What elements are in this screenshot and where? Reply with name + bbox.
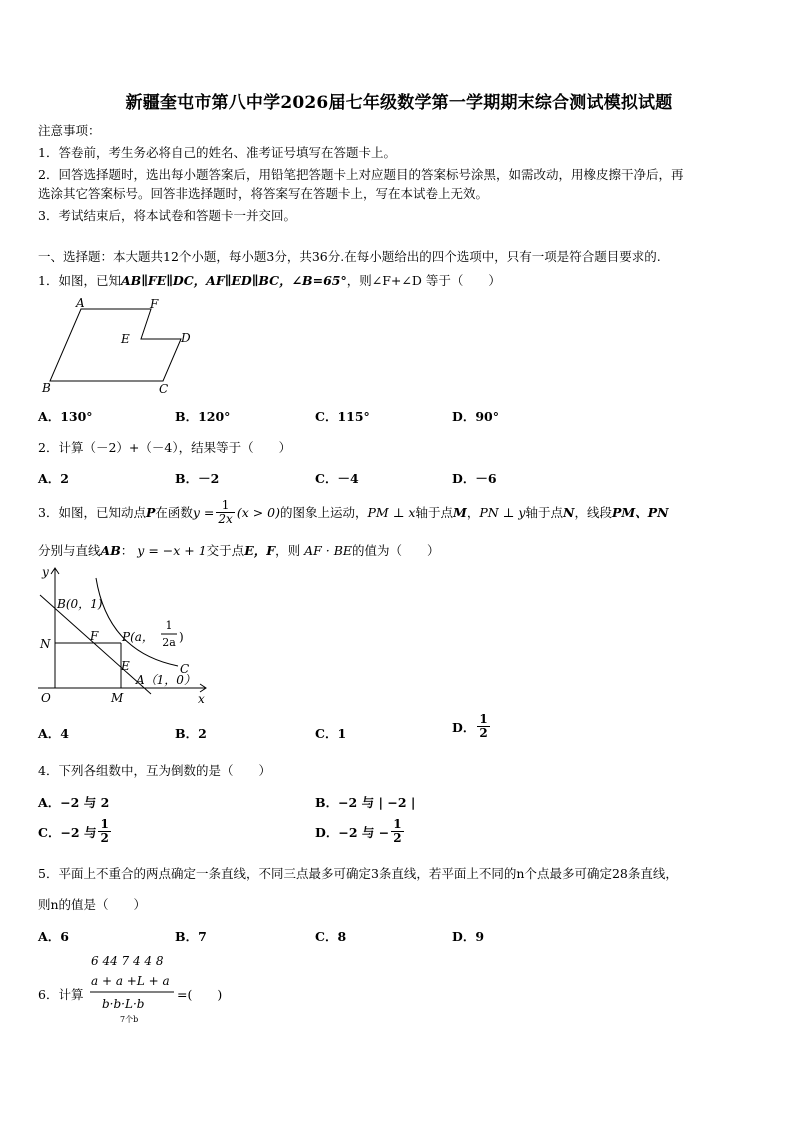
q2-option-b: B．－2 [175,471,220,486]
notice-item-3: 3．考试结束后，将本试卷和答题卡一并交回。 [38,208,296,223]
q1-option-c: C．115° [315,409,370,424]
question-3-stem-line1: 3．如图，已知动点 P 在函数 y = $\frac{1}{2x}$ (x > 0) 的图象上运动， PM ⊥ x 轴于点 M ， PN ⊥ y 轴于点 N ，线段 PM、PN [38,497,669,526]
origin-label: O [41,691,51,705]
parallelogram-figure [38,296,208,400]
q6-denominator: b·b·L·b [102,997,145,1011]
question-1-stem: 1．如图，已知AB∥FE∥DC，AF∥ED∥BC，∠B=65°，则∠F+∠D 等于（ ） [38,273,501,288]
q6-numerator: a + a +L + a [91,974,170,988]
question-6-suffix: =( ) [177,987,223,1002]
q5-option-a: A．6 [38,929,69,944]
label-E: E [121,332,130,346]
point-A-label: A（1，0） [136,673,196,687]
q5-option-c: C．8 [315,929,347,944]
question-6-prefix: 6．计算 [38,987,84,1002]
label-B: B [42,381,51,395]
question-4-stem: 4．下列各组数中，互为倒数的是（ ） [38,763,271,778]
question-2-stem: 2．计算（－2）+（－4），结果等于（ ） [38,440,292,455]
point-M-label: M [111,691,124,705]
question-3-stem-line2: 分别与直线AB： y = −x + 1交于点E，F，则 AF · BE的值为（ ） [38,543,440,558]
label-D: D [181,331,191,345]
notice-heading: 注意事项： [38,123,101,138]
section-heading: 一、选择题：本大题共12个小题，每小题3分，共36分.在每小题给出的四个选项中，只有一项是符合题目要求的. [38,249,661,264]
q1-option-a: A．130° [38,409,93,424]
point-P-num: 1 [165,619,173,632]
page-title: 新疆奎屯市第八中学2026届七年级数学第一学期期末综合测试模拟试题 [125,93,673,113]
hyperbola-figure [38,562,218,710]
q4-option-a: A．−2 与 2 [38,795,110,810]
point-F-label: F [90,629,99,643]
q5-option-b: B．7 [175,929,207,944]
q6-underbrace-label: 7个b [120,1015,139,1024]
label-C: C [159,382,169,396]
label-A: A [76,296,85,310]
q4-option-c: C．−2 与 $\frac{1}{2}$ [38,817,109,845]
q1-option-b: B．120° [175,409,231,424]
q3-func-fraction: $\frac{1}{2x}$ [218,497,233,526]
axis-x-label: x [198,692,205,706]
q3-func-y: y = [192,504,215,520]
point-P-den: 2a [162,636,176,649]
q5-option-d: D．9 [452,929,485,944]
question-5-stem-line1: 5．平面上不重合的两点确定一条直线，不同三点最多可确定3条直线，若平面上不同的n个点最多可确定28条直线， [38,866,678,881]
q3-option-c: C．1 [315,726,347,741]
notice-item-2: 2．回答选择题时，选出每小题答案后，用铅笔把答题卡上对应题目的答案标号涂黑，如需改动，用橡皮擦干净后，再 [38,167,684,182]
q2-option-a: A．2 [38,471,69,486]
exam-page [38,0,760,1123]
point-P-label: P(a， [122,630,154,644]
notice-item-2-cont: 选涂其它答案标号。回答非选择题时，将答案写在答题卡上，写在本试卷上无效。 [38,186,489,201]
q4-option-d: D．−2 与 − $\frac{1}{2}$ [315,817,402,845]
point-N-label: N [40,637,51,651]
q6-expression [88,952,188,1027]
label-F: F [150,297,159,311]
question-5-stem-line2: 则n的值是（ ） [38,897,147,912]
q3-option-b: B．2 [175,726,207,741]
q4-option-b: B．−2 与 | −2 | [315,795,416,810]
q1-option-d: D．90° [452,409,499,424]
point-E-label: E [121,659,130,673]
notice-item-1: 1．答卷前，考生务必将自己的姓名、准考证号填写在答题卡上。 [38,145,396,160]
q1-condition: AB∥FE∥DC，AF∥ED∥BC，∠B=65° [120,273,347,288]
q3-option-d: D． $\frac{1}{2}$ [452,712,488,740]
q2-option-c: C．－4 [315,471,359,486]
q6-overbrace-label: 6 44 7 4 4 8 [91,954,164,968]
point-B-label: B(0，1) [57,597,103,611]
point-P-close: ) [179,630,184,644]
q3-option-a: A．4 [38,726,69,741]
axis-y-label: y [42,565,49,579]
q2-option-d: D．－6 [452,471,497,486]
curve-C-label: C [180,662,190,676]
